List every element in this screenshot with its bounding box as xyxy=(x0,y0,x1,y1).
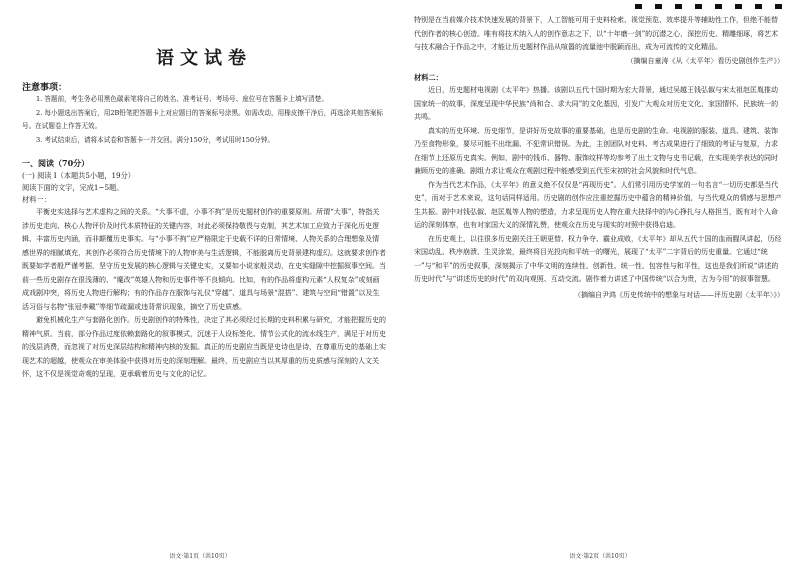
exam-title: 语文试卷 xyxy=(156,48,252,69)
material-label: 材料二： xyxy=(414,73,443,82)
page-footer: 语文·第2页（共10页） xyxy=(569,553,631,560)
notice-heading: 注意事项： xyxy=(22,83,68,93)
material-paragraph: 近日，历史题材电视剧《太平年》热播。该剧以五代十国时期为宏大背景，通过吴越王钱弘俶与宋太祖赵匡胤推动国家统一的故事，深度呈现中华民族“尚和合、求大同”的文化基因，引发广大观众对历史文化、家国情怀、民族统一的共鸣。 xyxy=(414,86,779,121)
page-marker-squares xyxy=(635,4,782,9)
subsection-heading: (一) 阅读 I（本题共5小题，19分） xyxy=(22,171,135,180)
citation: （摘编自童涛《从〈太平年〉看历史剧创作生产》） xyxy=(626,56,784,65)
material-paragraph: 在历史观上，以往很多历史剧关注王朝更替、权力争夺、霸业成败，《太平年》却从五代十国的血雨腥风讲起，历经宋国动乱、秩序崩溃、生灵涂炭，最终将目光投向和平统一的曙光，展现了“太平”二字背后的历史重量。它通过“统一”与“和平”的历史叙事，深刻揭示了中华文明的连续性、创新性、统一性、包容性与和平性，这也是我们所说“讲述的历史时代”与“讲述历史的时代”的双向观照、互动交流。剧作着力讲述了中国传统“以合为贵，古为今用”的叙事智慧。 xyxy=(414,234,782,283)
marker-square xyxy=(735,4,742,9)
citation: （摘编自尹鸿《历史传统中的想象与对话——评历史剧〈太平年〉》） xyxy=(574,290,784,299)
material-label: 材料一： xyxy=(22,195,51,204)
section-heading: 一、阅读（70分） xyxy=(22,158,90,168)
material-paragraph: 避免机械化生产与套路化创作。历史剧创作的特殊性，决定了其必须经过长期的史料积累与研究，才能把握历史的精神气质。当前，部分作品过度依赖套路化的叙事模式，沉迷于人设标签化、情节公式化的流水线生产，满足于对历史的浅层消费，而忽视了对历史深层结构和精神内核的发掘。真正的历史剧应当既是史诗也是诗，在尊重历史的基础上实现艺术的超越，使观众在审美体验中获得对历史的深刻理解。最终，历史剧应当以其厚重的历史质感与深刻的人文关怀，这不仅是视觉奇观的呈现，更承载着历史与文化的记忆。 xyxy=(22,316,386,378)
marker-square xyxy=(635,4,642,9)
page-footer: 语文·第1页（共10页） xyxy=(169,553,231,560)
marker-square xyxy=(715,4,722,9)
material-paragraph: 作为当代艺术作品，《太平年》的意义绝不仅仅是“再现历史”。人们常引用历史学家的一句名言“一切历史都是当代史”，而对于艺术来说，这句话同样适用。历史剧的创作应注重挖掘历史中蕴含的精神价值，与当代观众的情感与思想产生共振。剧中对钱弘俶、赵匡胤等人物的塑造，力求呈现历史人物在重大抉择中的内心挣扎与人格担当，既有对个人命运的深刻体察，也有对家国大义的深情礼赞，使观众在历史与现实的对照中获得启迪。 xyxy=(414,180,782,229)
marker-square xyxy=(695,4,702,9)
continued-paragraph: 特别是在当前媒介技术快速发展的背景下，人工智能可用于史料检索、视觉预览、效率提升等辅助性工作，但绝不能替代创作者的核心创造。唯有将技术纳入人的创作意志之下，以“十年磨一剑”的沉潜之心，深挖历史、精雕细琢，将艺术与技术融合于作品之中，才能让历史题材作品从喧嚣的流量池中脱颖而出，成为可流传的文化精品。 xyxy=(414,16,779,51)
marker-square xyxy=(775,4,782,9)
marker-square xyxy=(755,4,762,9)
material-paragraph: 平衡史实选择与艺术虚构之间的关系。“大事不虚，小事不拘”是历史题材创作的重要原则。所谓“大事”，特指关涉历史走向、核心人物评价及时代本质特征的关键内容，对此必须保持敬畏与克制，其艺术加工应致力于深化历史逻辑、丰富历史内涵，而非颠覆历史事实。与“小事不拘”应严格限定于史载不详的日常情境、人物关系的合理想象及情感世界的细腻填充，其创作必须符合历史情境下的人物审美与生活逻辑，不能脱离历史背景建构虚幻。这就要求创作者既要如学者般严谨考据，坚守历史发展的核心逻辑与关键史实，又要如小说家般灵动，在史实缝隙中挖掘叙事空间。当前一些历史剧存在很浅薄的、“魔改”英雄人物和历史事件等不良倾向。比如，有的作品将虚构元素“人权复杂”或刻画成戏剧冲突，将历史人物进行解构；有的作品存在服饰与礼仪“穿越”、道具与场景“混搭”、建筑与空间“错置”以及生活习俗与名物“张冠李戴”等细节疏漏或违背常识现象，摘空了历史质感。 xyxy=(22,208,386,311)
notice-item: 3. 考试结束后，请将本试卷和答题卡一并交回。满分150分，考试用时150分钟。 xyxy=(36,135,274,144)
instruction-text: 阅读下面的文字，完成1~5题。 xyxy=(22,183,124,192)
marker-square xyxy=(675,4,682,9)
notice-item: 2. 每小题选出答案后，用2B铅笔把答题卡上对应题目的答案标号涂黑。如需改动，用橡皮擦干净后，再选涂其他答案标号。在试题卷上作答无效。 xyxy=(22,108,384,130)
notice-item: 1. 答题前，考生务必用黑色碳素笔将自己的姓名、准考证号、考场号、座位号在答题卡上填写清楚。 xyxy=(36,95,328,103)
right-page xyxy=(400,0,800,566)
material-paragraph: 真实的历史环境、历史细节，是讲好历史故事的重要基础，也是历史剧的生命。电视剧的服装、道具、建筑、装饰乃至食物形象，要尽可能不出纰漏、不犯常识错误。为此，主创团队对史料、考古成果进行了细致的考证与复原，力求在细节上还原历史真实。例如，剧中的钱币、器物、服饰纹样等均参考了出土文物与史书记载，在实现美学表达的同时兼顾历史的准确。剧组力求让观众在观剧过程中能感受到五代至宋初的社会风貌和时代气息。 xyxy=(414,126,778,175)
marker-square xyxy=(655,4,662,9)
